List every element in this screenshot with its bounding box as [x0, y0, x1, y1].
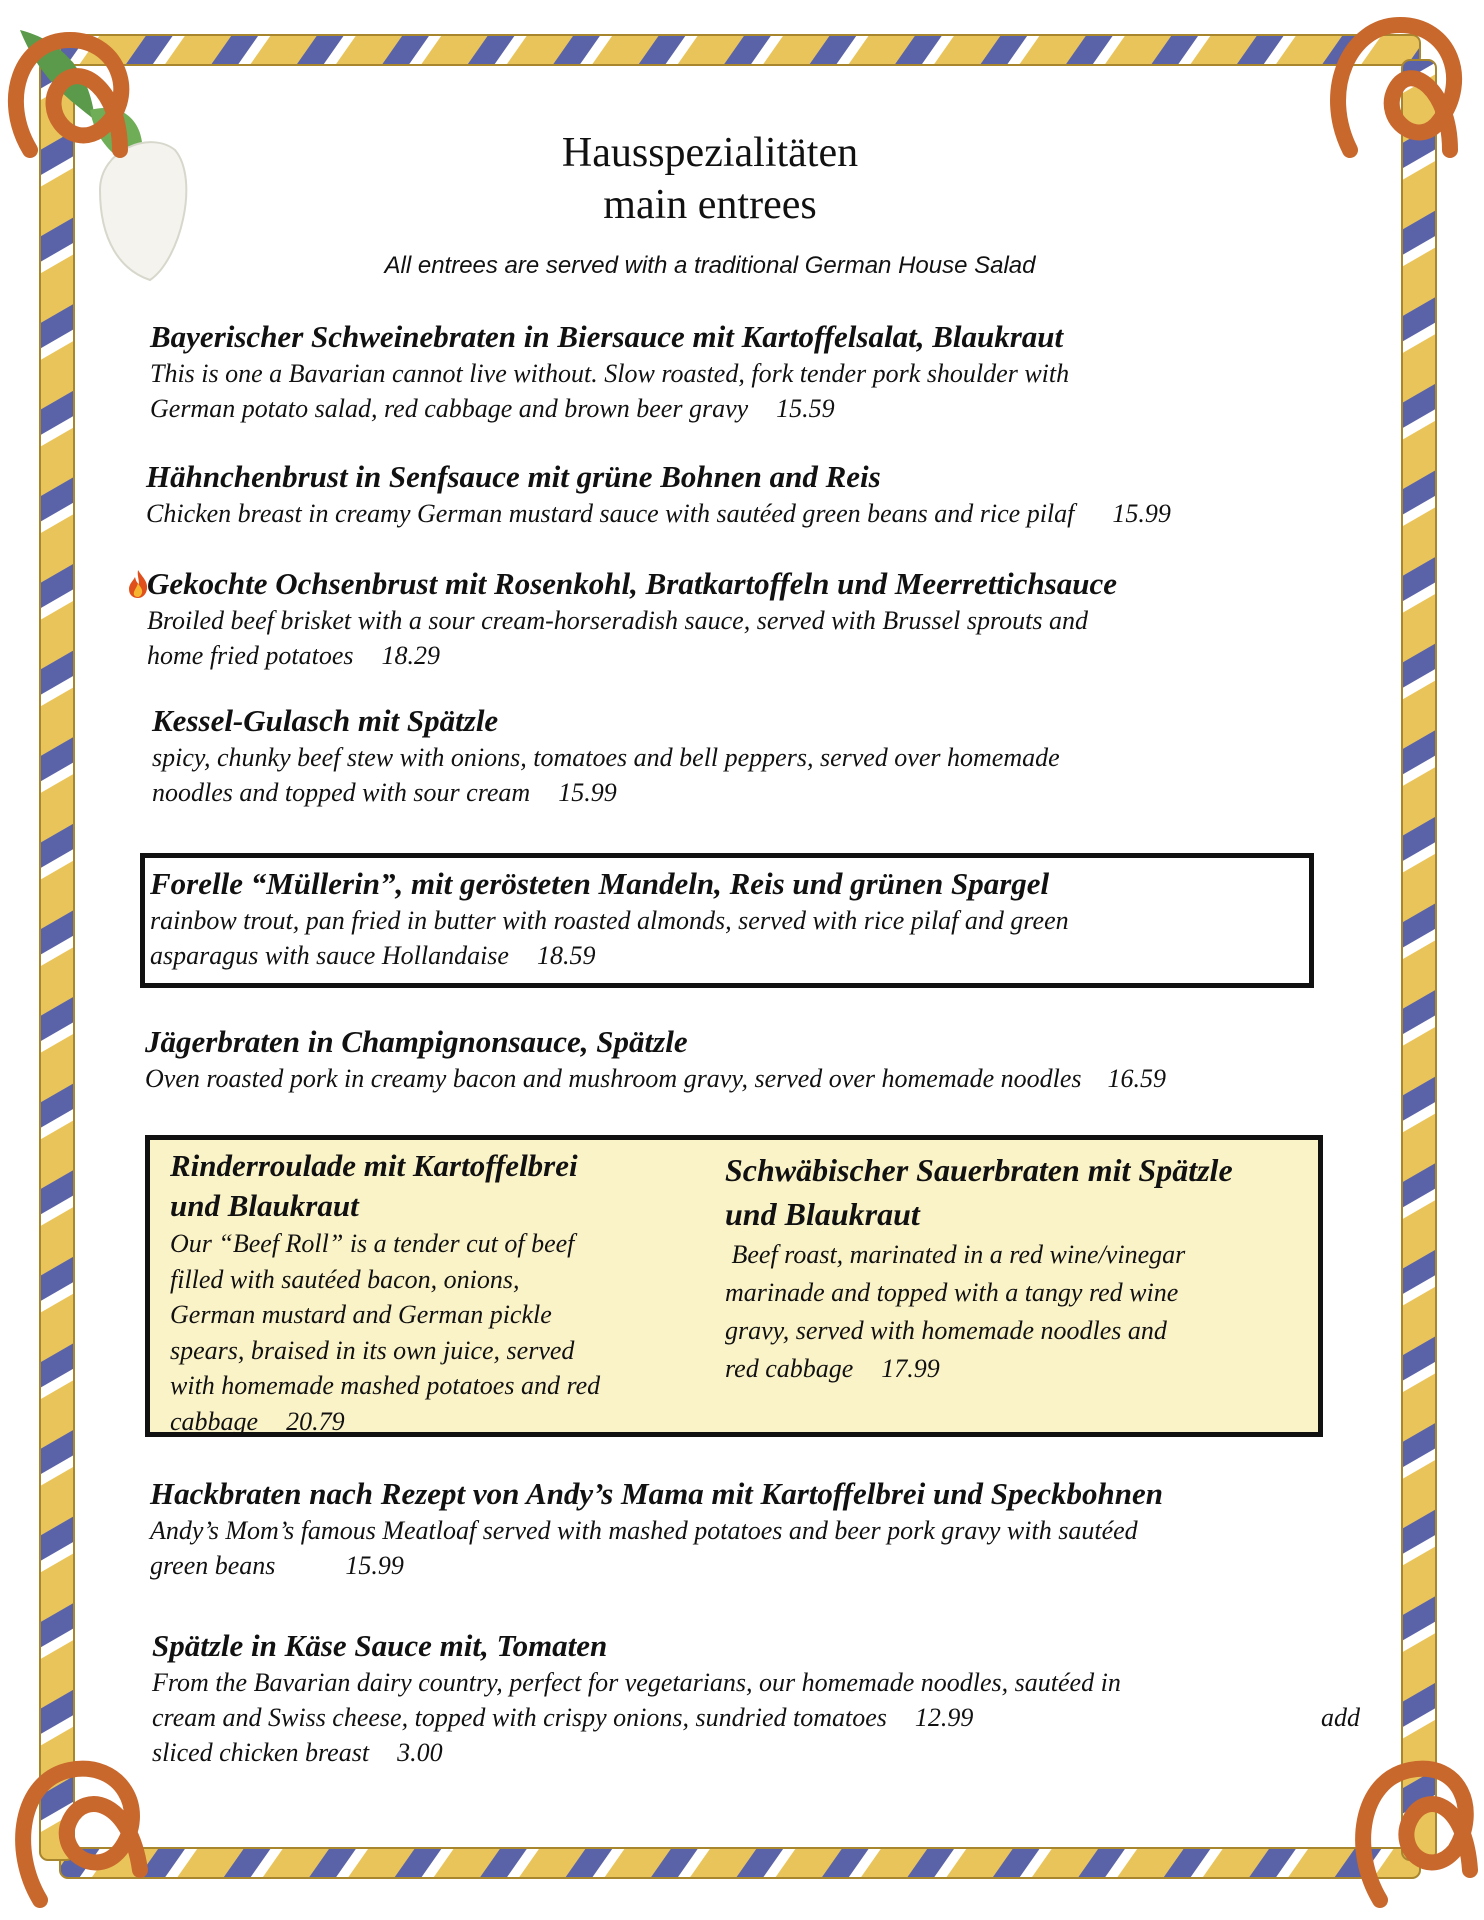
item-description — [170, 1226, 690, 1439]
featured-item-box — [140, 853, 1314, 988]
item-desc-line: red cabbage — [725, 1354, 854, 1383]
item-description — [152, 1665, 1360, 1770]
item-desc-line: with homemade mashed potatoes and red — [170, 1371, 601, 1400]
menu-item-jaegerbraten — [145, 1023, 1166, 1096]
item-desc-line: marinade and topped with a tangy red wine — [725, 1278, 1179, 1307]
item-price: 15.99 — [1112, 499, 1171, 528]
item-price: 16.59 — [1107, 1064, 1167, 1093]
item-description — [145, 1061, 1166, 1096]
item-desc-line: green beans — [150, 1551, 276, 1580]
menu-item-ochsenbrust — [147, 565, 1117, 673]
item-desc-line: Oven roasted pork in creamy bacon and mushroom gravy, served over homemade noodles — [145, 1064, 1082, 1093]
item-desc-line: rainbow trout, pan fried in butter with roasted almonds, served with rice pilaf and green — [150, 906, 1069, 935]
item-desc-line: home fried potatoes — [147, 641, 354, 670]
item-desc-line: spicy, chunky beef stew with onions, tomatoes and bell peppers, served over homemade — [152, 743, 1060, 772]
item-name: Forelle “Müllerin”, mit gerösteten Mandeln, Reis und grünen Spargel — [150, 866, 1050, 901]
item-desc-line: Broiled beef brisket with a sour cream-horseradish sauce, served with Brussel sprouts and — [147, 606, 1088, 635]
item-price: 12.99 — [914, 1703, 974, 1732]
item-name: Kessel-Gulasch mit Spätzle — [152, 703, 499, 738]
item-desc-line: cream and Swiss cheese, topped with crispy onions, sundried tomatoes — [152, 1703, 887, 1732]
item-desc-line: This is one a Bavarian cannot live without. Slow roasted, fork tender pork shoulder with — [150, 359, 1070, 388]
item-name: Hackbraten nach Rezept von Andy’s Mama mit Kartoffelbrei und Speckbohnen — [150, 1476, 1164, 1511]
item-desc-line: German potato salad, red cabbage and brown beer gravy — [150, 394, 749, 423]
addon-label: add — [1321, 1703, 1360, 1732]
featured-pair-box — [145, 1135, 1323, 1437]
menu-item-sauerbraten — [725, 1148, 1315, 1388]
item-desc-line: filled with sautéed bacon, onions, — [170, 1264, 520, 1294]
item-price: 20.79 — [286, 1406, 345, 1436]
item-desc-line: Chicken breast in creamy German mustard sauce with sautéed green beans and rice pilaf — [146, 499, 1075, 528]
menu-note: All entrees are served with a traditional German House Salad — [384, 252, 1036, 279]
item-description — [152, 740, 1060, 810]
item-price: 18.29 — [381, 641, 441, 670]
menu-item-schweinebraten — [150, 318, 1069, 426]
item-desc-line: gravy, served with homemade noodles and — [725, 1316, 1167, 1345]
item-description — [150, 356, 1069, 426]
menu-item-hackbraten — [150, 1475, 1163, 1583]
menu-item-forelle — [150, 865, 1069, 973]
item-desc-line: cabbage — [170, 1406, 259, 1436]
item-desc-line: Our “Beef Roll” is a tender cut of beef — [170, 1229, 575, 1258]
menu-item-kaesespaetzle — [152, 1627, 1360, 1770]
item-desc-line: From the Bavarian dairy country, perfect for vegetarians, our homemade noodles, sautéed in — [152, 1668, 1121, 1697]
menu-title: Hausspezialitäten — [561, 130, 859, 176]
addon-price: 3.00 — [397, 1738, 443, 1767]
flame-icon — [127, 569, 149, 599]
item-name: Rinderroulade mit Kartoffelbrei und Blaukraut — [170, 1148, 578, 1223]
item-desc-line: asparagus with sauce Hollandaise — [150, 941, 509, 970]
item-desc-line: Andy’s Mom’s famous Meatloaf served with mashed potatoes and beer pork gravy with sautéed — [150, 1516, 1138, 1545]
item-desc-line: sliced chicken breast — [152, 1738, 370, 1767]
item-price: 15.99 — [558, 778, 617, 807]
menu-item-haehnchenbrust — [146, 458, 1171, 531]
item-description — [150, 903, 1069, 973]
menu-item-rinderroulade — [170, 1146, 690, 1439]
item-price: 15.59 — [776, 394, 835, 423]
item-name: Bayerischer Schweinebraten in Biersauce mit Kartoffelsalat, Blaukraut — [150, 319, 1064, 354]
item-desc-line: spears, braised in its own juice, served — [170, 1335, 575, 1365]
item-name: Hähnchenbrust in Senfsauce mit grüne Bohnen and Reis — [146, 459, 881, 494]
item-description — [150, 1513, 1163, 1583]
item-desc-line: noodles and topped with sour cream — [152, 778, 531, 807]
menu-subtitle: main entrees — [603, 182, 817, 228]
menu-item-gulasch — [152, 702, 1060, 810]
item-name: Jägerbraten in Champignonsauce, Spätzle — [145, 1024, 688, 1059]
item-description — [146, 496, 1171, 531]
item-price: 18.59 — [536, 941, 596, 970]
item-description — [725, 1236, 1315, 1388]
item-name: Schwäbischer Sauerbraten mit Spätzle und Blaukraut — [725, 1152, 1233, 1232]
item-name: Spätzle in Käse Sauce mit, Tomaten — [152, 1628, 608, 1663]
item-desc-line: German mustard and German pickle — [170, 1300, 552, 1329]
item-price: 17.99 — [881, 1354, 940, 1383]
item-name: Gekochte Ochsenbrust mit Rosenkohl, Bratkartoffeln und Meerrettichsauce — [147, 566, 1117, 601]
item-price: 15.99 — [345, 1551, 404, 1580]
item-description — [147, 603, 1117, 673]
item-desc-line: Beef roast, marinated in a red wine/vinegar — [725, 1240, 1186, 1269]
